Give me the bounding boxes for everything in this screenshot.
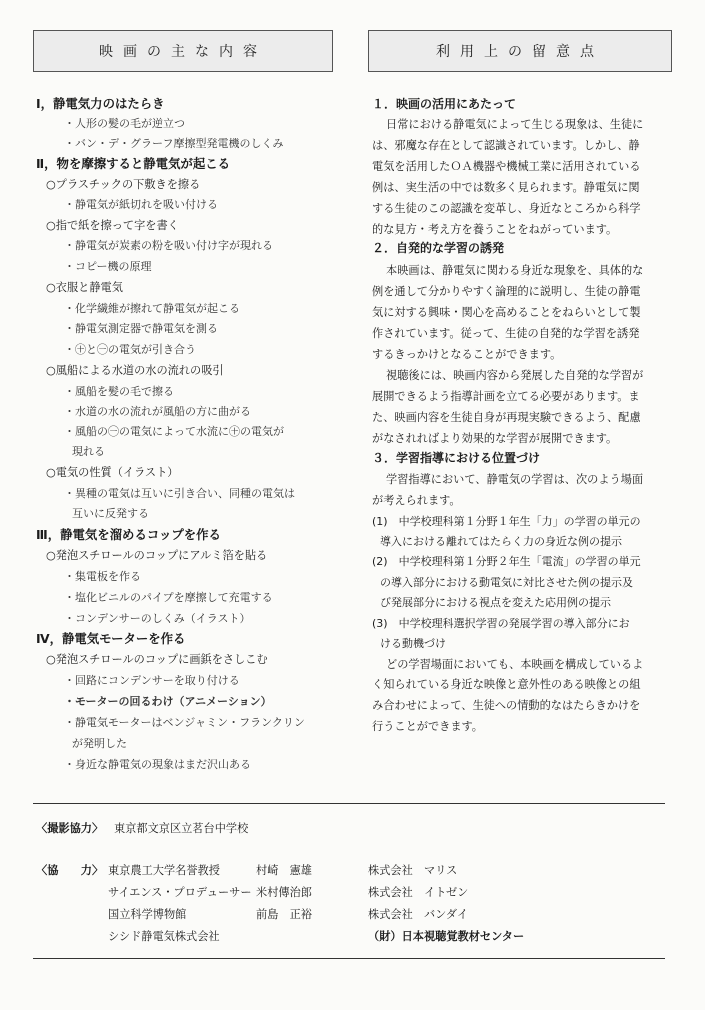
- detail-item: 互いに反発する: [72, 507, 149, 520]
- sub-item: ○風船による水道の水の流れの吸引: [46, 364, 224, 377]
- detail-item: ・集電板を作る: [64, 570, 141, 583]
- numbered-item-line: (2) 中学校理科第１分野２年生「電流」の学習の単元: [372, 555, 641, 568]
- credit-entry: （財）日本視聴覚教材センター: [368, 930, 525, 943]
- credit-entry: 前島 正裕: [256, 908, 312, 921]
- detail-item: 現れる: [72, 445, 105, 458]
- sub-item: ○指で紙を擦って字を書く: [46, 219, 179, 232]
- numbered-item-line: 導入における離れてはたらく力の身近な例の提示: [380, 535, 622, 548]
- paragraph-line: 行うことができます。: [372, 720, 483, 733]
- numbered-item-line: (1) 中学校理科第１分野１年生「力」の学習の単元の: [372, 515, 641, 528]
- sub-item: ○電気の性質（イラスト）: [46, 466, 179, 479]
- section-heading: Ⅰ，静電気力のはたらき: [36, 96, 165, 111]
- credit-entry: 東京都文京区立茗台中学校: [114, 822, 249, 835]
- credit-entry: 東京農工大学名誉教授: [108, 864, 220, 877]
- paragraph-line: するきっかけとなることができます。: [372, 348, 562, 361]
- numbered-heading: １．映画の活用にあたって: [372, 97, 517, 111]
- paragraph-line: 例を通して分かりやすく論理的に説明し、生徒の静電: [372, 285, 641, 298]
- numbered-item-line: ける動機づけ: [380, 637, 446, 650]
- detail-item: ・身近な静電気の現象はまだ沢山ある: [64, 758, 251, 771]
- sub-item: ○発泡スチロールのコップにアルミ箔を貼る: [46, 549, 268, 562]
- detail-item: ・回路にコンデンサーを取り付ける: [64, 674, 240, 687]
- detail-item: ・静電気測定器で静電気を測る: [64, 322, 218, 335]
- sub-item: ○衣服と静電気: [46, 281, 123, 294]
- detail-item: ・コピー機の原理: [64, 260, 152, 273]
- section-heading: Ⅳ，静電気モーターを作る: [36, 631, 186, 646]
- paragraph-line: 例は、実生活の中では数多く見られます。静電気に関: [372, 181, 640, 194]
- paragraph-line: する生徒のこの認識を変革し、身近なところから科学: [372, 202, 641, 215]
- paragraph-line: 本映画は、静電気に関わる身近な現象を、具体的な: [386, 264, 644, 277]
- credit-entry: 米村傳治郎: [256, 886, 312, 899]
- detail-item: ・風船の㊀の電気によって水流に㊉の電気が: [64, 425, 284, 438]
- detail-item: ・静電気が炭素の粉を吸い付け字が現れる: [64, 239, 273, 252]
- credit-entry: 株式会社 イトゼン: [368, 886, 469, 899]
- detail-item: ・化学繊維が擦れて静電気が起こる: [64, 302, 240, 315]
- credit-entry: 国立科学博物館: [108, 908, 187, 921]
- numbered-heading: ２．自発的な学習の誘発: [372, 241, 505, 255]
- paragraph-line: 的な見方・考え方を養うことをねがっています。: [372, 223, 618, 236]
- detail-item: ・風船を髪の毛で擦る: [64, 385, 174, 398]
- credit-entry: シシド静電気株式会社: [108, 930, 220, 943]
- detail-item: ・異種の電気は互いに引き合い、同種の電気は: [64, 487, 295, 500]
- paragraph-line: 視聴後には、映画内容から発展した自発的な学習が: [386, 369, 644, 382]
- detail-item: ・バン・デ・グラーフ摩擦型発電機のしくみ: [64, 137, 284, 150]
- sub-item: ○プラスチックの下敷きを擦る: [46, 178, 201, 191]
- credit-entry: 株式会社 マリス: [368, 864, 458, 877]
- detail-item: ・静電気が紙切れを吸い付ける: [64, 198, 218, 211]
- paragraph-line: がなされればより効果的な学習が展開できます。: [372, 432, 618, 445]
- credit-label: 〈撮影協力〉: [36, 822, 104, 835]
- section-heading: Ⅲ，静電気を溜めるコップを作る: [36, 527, 221, 542]
- numbered-heading: ３．学習指導における位置づけ: [372, 451, 541, 465]
- detail-item: ・水道の水の流れが風船の方に曲がる: [64, 405, 251, 418]
- paragraph-line: た、映画内容を生徒自身が再現実験できるよう、配慮: [372, 411, 641, 424]
- paragraph-line: 電気を活用したＯＡ機器や機械工業に活用されている: [372, 160, 641, 173]
- paragraph-line: は、邪魔な存在として認識されています。しかし、静: [372, 139, 640, 152]
- usage-notes-section-header: 利用上の留意点: [368, 30, 672, 72]
- paragraph-line: く知られている身近な映像と意外性のある映像との組: [372, 678, 641, 691]
- paragraph-line: が考えられます。: [372, 494, 461, 507]
- detail-item: が発明した: [72, 737, 127, 750]
- credit-entry: サイエンス・プロデューサー: [108, 886, 252, 899]
- sub-item: ○発泡スチロールのコップに画鋲をさしこむ: [46, 653, 268, 666]
- paragraph-line: 学習指導において、静電気の学習は、次のよう場面: [386, 473, 644, 486]
- paragraph-line: 展開できるよう指導計画を立てる必要があります。ま: [372, 390, 640, 403]
- numbered-item-line: び発展部分における視点を変えた応用例の提示: [380, 596, 611, 609]
- section-heading: Ⅱ，物を摩擦すると静電気が起こる: [36, 156, 231, 171]
- detail-item: ・人形の髪の毛が逆立つ: [64, 117, 185, 130]
- paragraph-line: 作されています。従って、生徒の自発的な学習を誘発: [372, 327, 640, 340]
- detail-item: ・モーターの回るわけ（アニメーション）: [64, 695, 272, 708]
- detail-item: ・コンデンサーのしくみ（イラスト）: [64, 612, 251, 625]
- paragraph-line: どの学習場面においても、本映画を構成しているよ: [386, 658, 644, 671]
- numbered-item-line: (3) 中学校理科選択学習の発展学習の導入部分にお: [372, 617, 630, 630]
- paragraph-line: 日常における静電気によって生じる現象は、生徒に: [386, 118, 644, 131]
- credit-entry: 村崎 憲雄: [256, 864, 312, 877]
- credit-label: 〈協 力〉: [36, 864, 104, 877]
- paragraph-line: 気に対する興味・関心を高めることをねらいとして製: [372, 306, 641, 319]
- detail-item: ・㊉と㊀の電気が引き合う: [64, 343, 196, 356]
- paragraph-line: み合わせによって、生徒への情動的なはたらきかけを: [372, 699, 641, 712]
- detail-item: ・塩化ビニルのパイプを摩擦して充電する: [64, 591, 273, 604]
- detail-item: ・静電気モーターはベンジャミン・フランクリン: [64, 716, 305, 729]
- credits-top-rule: [33, 803, 665, 804]
- numbered-item-line: の導入部分における動電気に対比させた例の提示及: [380, 576, 633, 589]
- content-section-header: 映画の主な内容: [33, 30, 333, 72]
- credit-entry: 株式会社 バンダイ: [368, 908, 469, 921]
- credits-bottom-rule: [33, 958, 665, 959]
